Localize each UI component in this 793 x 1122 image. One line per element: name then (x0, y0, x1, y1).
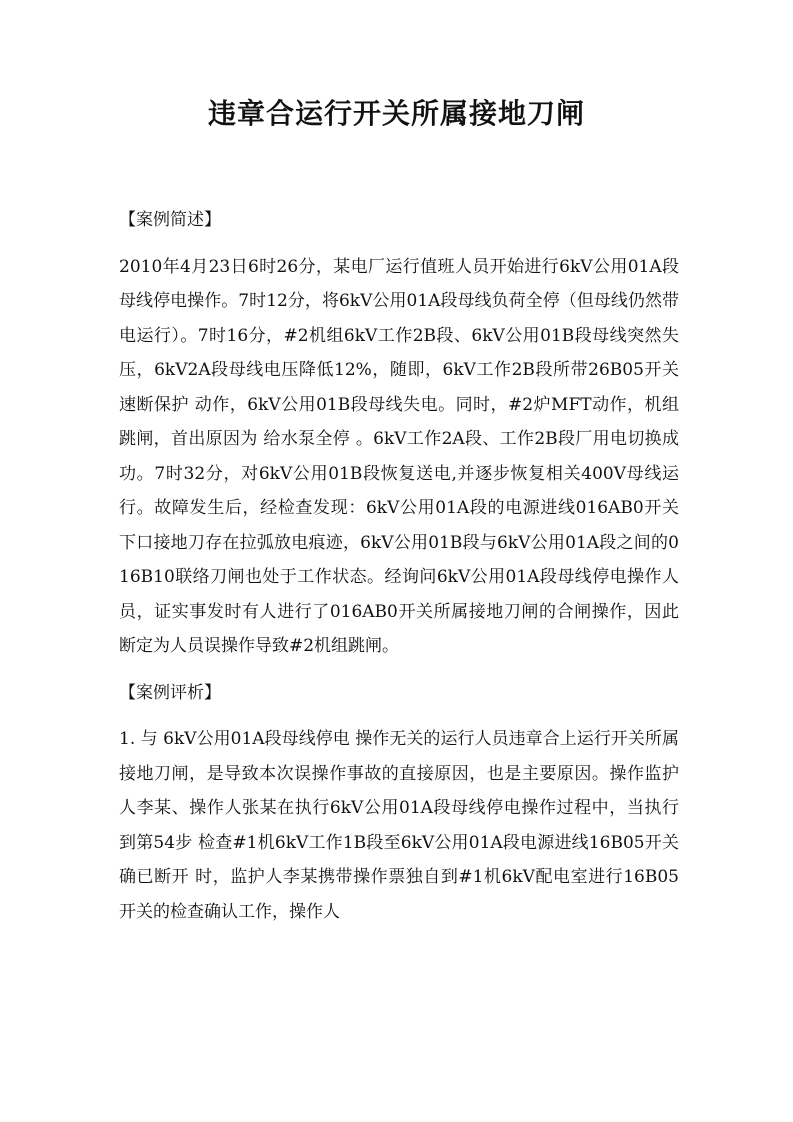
case-summary-paragraph: 2010年4月23日6时26分，某电厂运行值班人员开始进行6kV公用01A段母线停电操作。7时12分，将6kV公用01A段母线负荷全停（但母线仍然带电运行）。7时16分，#2机组6kV工作2B段、6kV公用01B段母线突然失压，6kV2A段母线电压降低12%，随即，6kV工作2B段所带26B05开关 速断保护 动作，6kV公用01B段母线失电。同时，#2炉MFT动作，机组跳闸，首出原因为 给水泵全停 。6kV工作2A段、工作2B段厂用电切换成功。7时32分，对6kV公用01B段恢复送电,并逐步恢复相关400V母线运行。故障发生后，经检查发现：6kV公用01A段的电源进线016AB0开关下口接地刀存在拉弧放电痕迹，6kV公用01B段与6kV公用01A段之间的016B10联络刀闸也处于工作状态。经询问6kV公用01A段母线停电操作人员，证实事发时有人进行了016AB0开关所属接地刀闸的合闸操作，因此断定为人员误操作导致#2机组跳闸。 (119, 256, 679, 656)
case-analysis-paragraph: 1. 与 6kV公用01A段母线停电 操作无关的运行人员违章合上运行开关所属接地刀闸，是导致本次误操作事故的直接原因，也是主要原因。操作监护人李某、操作人张某在执行6kV公用01A段母线停电操作过程中，当执行到第54步 检查#1机6kV工作1B段至6kV公用01A段电源进线16B05开关确已断开 时，监护人李某携带操作票独自到#1机6kV配电室进行16B05开关的检查确认工作，操作人 (119, 729, 679, 922)
section-heading-case-summary: 【案例简述】 (119, 210, 221, 230)
document-title: 违章合运行开关所属接地刀闸 (207, 97, 585, 130)
document-body (119, 203, 679, 941)
section-heading-case-analysis: 【案例评析】 (119, 682, 221, 703)
